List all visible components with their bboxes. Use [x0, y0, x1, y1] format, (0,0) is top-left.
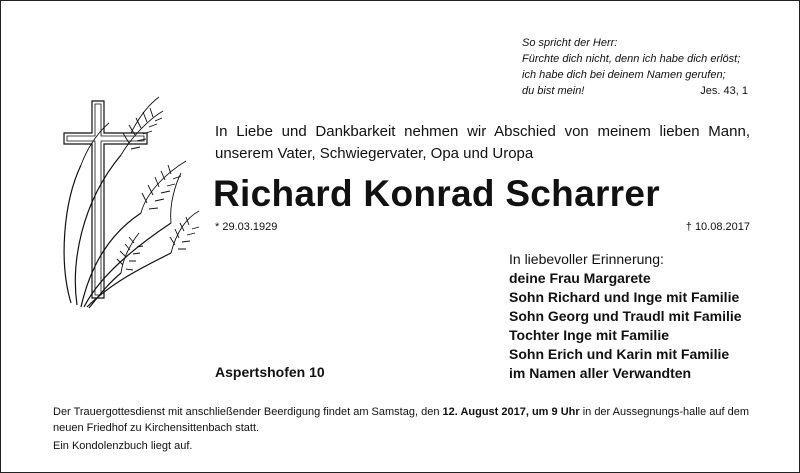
- funeral-date-time: 12. August 2017, um 9 Uhr: [442, 406, 580, 418]
- mourner-name: Tochter Inge mit Familie: [509, 327, 669, 343]
- intro-line: In Liebe und Dankbarkeit nehmen wir Abschied von meinem lieben Mann,: [215, 123, 750, 140]
- mourner-name: Sohn Erich und Karin mit Familie: [509, 346, 730, 362]
- life-dates: [215, 221, 750, 233]
- verse-line: du bist mein!: [522, 85, 585, 97]
- condolence-note: Ein Kondolenzbuch liegt auf.: [53, 440, 193, 452]
- verse-line: Fürchte dich nicht, denn ich habe dich erlöst;: [522, 53, 741, 65]
- mourner-name: Sohn Georg und Traudl mit Familie: [509, 308, 742, 324]
- verse-line: ich habe dich bei deinem Namen gerufen;: [522, 69, 726, 81]
- verse-reference: Jes. 43, 1: [700, 85, 748, 97]
- verse-line: So spricht der Herr:: [522, 37, 618, 49]
- address: Aspertshofen 10: [215, 364, 325, 380]
- cross-with-wheat-icon: [51, 93, 201, 315]
- bible-verse: [522, 35, 748, 99]
- funeral-text: in der Aussegnungs-halle auf dem neuen Friedhof zu Kirchensittenbach statt.: [53, 406, 750, 434]
- intro-line: unserem Vater, Schwiegervater, Opa und Uropa: [215, 145, 534, 162]
- deceased-name: Richard Konrad Scharrer: [213, 173, 660, 214]
- intro-text: [215, 121, 750, 165]
- mourner-name: Sohn Richard und Inge mit Familie: [509, 289, 740, 305]
- funeral-text: Der Trauergottesdienst mit anschließender Beerdigung findet am Samstag, den: [53, 406, 443, 418]
- birth-date: * 29.03.1929: [215, 221, 278, 233]
- mourners-list: [509, 250, 754, 383]
- death-date: † 10.08.2017: [685, 221, 750, 233]
- mourner-name: deine Frau Margarete: [509, 270, 651, 286]
- funeral-details: [53, 404, 753, 436]
- mourners-intro: In liebevoller Erinnerung:: [509, 251, 664, 267]
- verse-line-final: [522, 83, 748, 99]
- mourner-name: im Namen aller Verwandten: [509, 365, 692, 381]
